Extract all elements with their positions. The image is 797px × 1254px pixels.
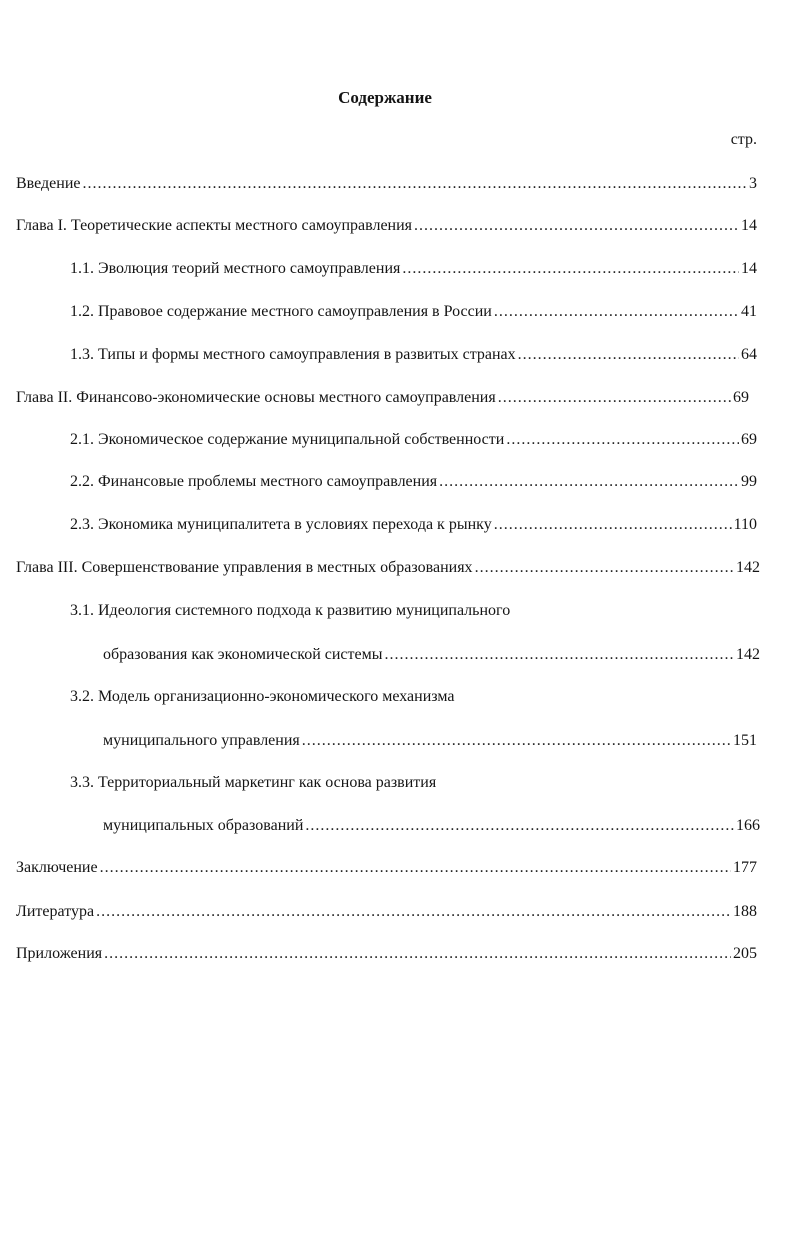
toc-entry-text: образования как экономической системы — [103, 646, 383, 663]
toc-leader-dots — [494, 302, 739, 322]
toc-entry-page: 177 — [733, 859, 757, 876]
toc-entry-page: 69 — [733, 389, 749, 406]
toc-entry-page: 142 — [736, 559, 760, 576]
toc-leader-dots — [414, 216, 739, 236]
toc-entry-section-1-2 — [70, 302, 757, 322]
toc-entry-chapter-1 — [16, 216, 757, 236]
toc-leader-dots — [104, 944, 731, 964]
toc-entry-page: 41 — [741, 303, 757, 320]
toc-leader-dots — [439, 472, 739, 492]
toc-leader-dots — [302, 731, 731, 751]
page-title: Содержание — [338, 88, 432, 107]
toc-entry-page: 142 — [736, 646, 760, 663]
toc-leader-dots — [305, 816, 734, 836]
toc-entry-page: 14 — [741, 217, 757, 234]
toc-entry-text: 1.2. Правовое содержание местного самоуправления в России — [70, 303, 492, 320]
toc-entry-page: 64 — [741, 346, 757, 363]
toc-entry-text: муниципальных образований — [103, 817, 304, 834]
toc-entry-page: 3 — [749, 175, 757, 192]
toc-entry-section-3-2-line1: 3.2. Модель организационно-экономического механизма — [70, 688, 455, 705]
toc-entry-page: 14 — [741, 260, 757, 277]
toc-entry-text: 1.1. Эволюция теорий местного самоуправления — [70, 260, 401, 277]
toc-entry-text: Глава III. Совершенствование управления в местных образованиях — [16, 559, 473, 576]
toc-entry-section-3-3 — [103, 816, 760, 836]
toc-entry-literature — [16, 902, 757, 922]
toc-entry-text: 2.2. Финансовые проблемы местного самоуправления — [70, 473, 438, 490]
toc-leader-dots — [475, 558, 734, 578]
toc-leader-dots — [96, 902, 731, 922]
toc-leader-dots — [100, 858, 731, 878]
toc-leader-dots — [518, 345, 739, 365]
toc-leader-dots — [384, 645, 734, 665]
toc-entry-page: 151 — [733, 732, 757, 749]
toc-entry-section-3-3-line1: 3.3. Территориальный маркетинг как основа развития — [70, 774, 437, 791]
toc-entry-text: Литература — [16, 903, 95, 920]
toc-entry-text: Заключение — [16, 859, 98, 876]
toc-entry-section-1-1 — [70, 259, 757, 279]
toc-entry-text: Приложения — [16, 945, 103, 962]
toc-entry-text: муниципального управления — [103, 732, 300, 749]
toc-entry-page: 110 — [733, 516, 757, 533]
toc-leader-dots — [402, 259, 739, 279]
toc-entry-text: Введение — [16, 175, 81, 192]
toc-entry-page: 205 — [733, 945, 757, 962]
toc-entry-section-2-2 — [70, 472, 757, 492]
toc-entry-text: 1.3. Типы и формы местного самоуправления в развитых странах — [70, 346, 516, 363]
toc-entry-section-1-3 — [70, 345, 757, 365]
toc-entry-section-3-1-line1: 3.1. Идеология системного подхода к развитию муниципального — [70, 602, 511, 619]
toc-leader-dots — [506, 430, 739, 450]
toc-entry-appendices — [16, 944, 757, 964]
toc-entry-section-2-1 — [70, 430, 757, 450]
toc-entry-introduction — [16, 174, 757, 194]
toc-entry-section-3-2 — [103, 731, 757, 751]
toc-leader-dots — [494, 515, 732, 535]
page-column-label: стр. — [730, 131, 757, 148]
toc-entry-page: 188 — [733, 903, 757, 920]
toc-leader-dots — [498, 388, 731, 408]
toc-entry-section-3-1 — [103, 645, 760, 665]
toc-entry-text: 2.3. Экономика муниципалитета в условиях перехода к рынку — [70, 516, 492, 533]
toc-entry-chapter-2 — [16, 388, 749, 408]
toc-entry-page: 99 — [741, 473, 757, 490]
toc-entry-text: 2.1. Экономическое содержание муниципальной собственности — [70, 431, 505, 448]
toc-entry-text: Глава I. Теоретические аспекты местного самоуправления — [16, 217, 413, 234]
toc-leader-dots — [83, 174, 748, 194]
toc-entry-chapter-3 — [16, 558, 760, 578]
toc-entry-page: 69 — [741, 431, 757, 448]
toc-entry-conclusion — [16, 858, 757, 878]
toc-entry-page: 166 — [736, 817, 760, 834]
toc-entry-text: Глава II. Финансово-экономические основы местного самоуправления — [16, 389, 496, 406]
toc-entry-section-2-3 — [70, 515, 757, 535]
